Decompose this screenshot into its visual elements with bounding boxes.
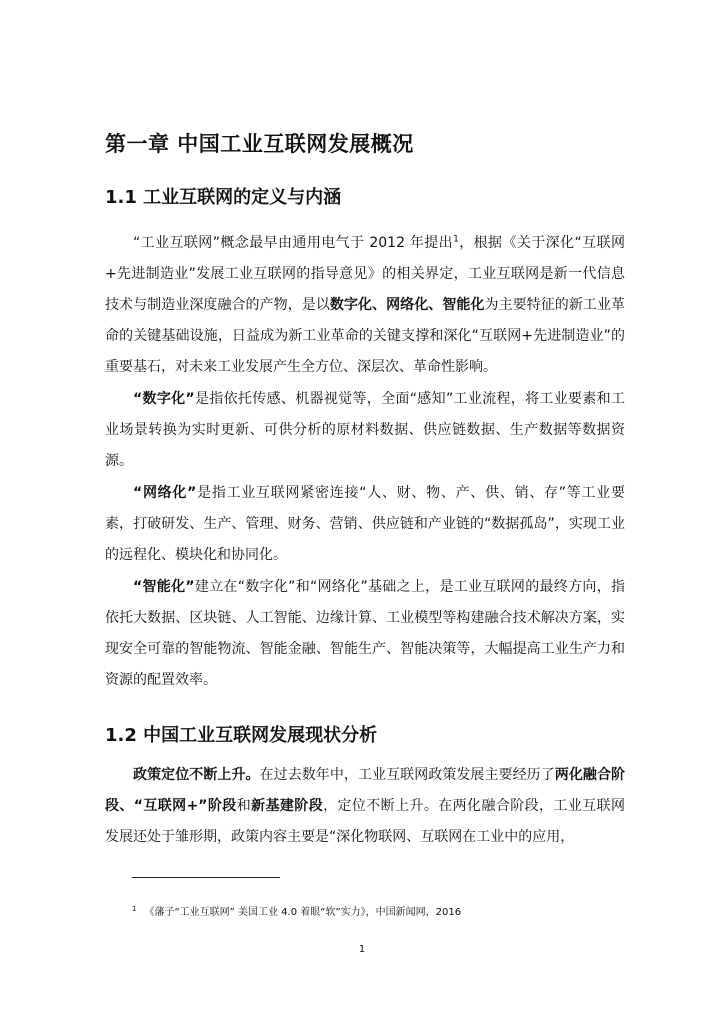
chapter-title: 第一章 中国工业互联网发展概况 <box>105 132 414 156</box>
paragraph-text: 是指依托传感、机器视觉等，全面“感知”工业流程，将工业要素和工业场景转换为实时更新、可供分析的原材料数据、供应链数据、生产数据等数据资源。 <box>105 391 625 469</box>
paragraph-intelligence <box>105 572 625 696</box>
paragraph-definition <box>105 228 625 383</box>
paragraph-policy <box>105 760 625 853</box>
paragraph-text: “工业互联网”概念最早由通用电气于 2012 年提出 <box>133 235 454 251</box>
bold-term: 两化融合阶段、“互联网+”阶段 <box>105 767 626 814</box>
section-heading-1-1: 1.1 工业互联网的定义与内涵 <box>105 187 342 208</box>
paragraph-text: ，定位不断上升。在两化融合阶段，工业互联网发展还处于雏形期，政策内容主要是“深化物联网、互联网在工业中的应用， <box>105 798 626 845</box>
paragraph-text: 为主要特征的新工业革命的关键基础设施，日益成为新工业革命的关键支撑和深化“互联网+先进制造业”的重要基石，对未来工业发展产生全方位、深层次、革命性影响。 <box>105 297 626 375</box>
paragraph-text: 在过去数年中，工业互联网政策发展主要经历了 <box>259 767 555 783</box>
footnote-ref[interactable]: 1 <box>453 234 459 245</box>
bold-term: 政策定位不断上升。 <box>133 767 260 783</box>
paragraph-text: 建立在“数字化”和“网络化”基础之上，是工业互联网的最终方向，指依托大数据、区块链、人工智能、边缘计算、工业模型等构建融合技术解决方案，实现安全可靠的智能物流、智能金融、智能生产、智能决策等，大幅提高工业生产力和资源的配置效率。 <box>105 579 625 688</box>
paragraph-text: 是指工业互联网紧密连接“人、财、物、产、供、销、存”等工业要素，打破研发、生产、管理、财务、营销、供应链和产业链的“数据孤岛”，实现工业的远程化、模块化和协同化。 <box>105 485 625 563</box>
bold-term: 新基建阶段 <box>251 798 324 814</box>
footnote-text: 《藩子“工业互联网” 美国工业 4.0 着眼“软”实力》，中国新闻网，2016 <box>144 907 462 918</box>
footnote-divider <box>132 877 280 878</box>
section-heading-1-2: 1.2 中国工业互联网发展现状分析 <box>105 725 378 746</box>
bold-term: “智能化” <box>133 579 195 595</box>
paragraph-text: 和 <box>236 798 252 814</box>
footnote <box>132 903 461 918</box>
bold-term: “数字化” <box>133 391 195 407</box>
paragraph-text: ，根据《关于深化“互联网+先进制造业”发展工业互联网的指导意见》的相关界定，工业互联网是新一代信息技术与制造业深度融合的产物，是以 <box>105 235 625 313</box>
page-number: 1 <box>358 944 366 955</box>
paragraph-digitalization <box>105 384 625 477</box>
bold-term: 数字化、网络化、智能化 <box>329 297 485 313</box>
footnote-marker: 1 <box>132 904 137 913</box>
bold-term: “网络化” <box>133 485 197 501</box>
paragraph-networking <box>105 478 625 571</box>
